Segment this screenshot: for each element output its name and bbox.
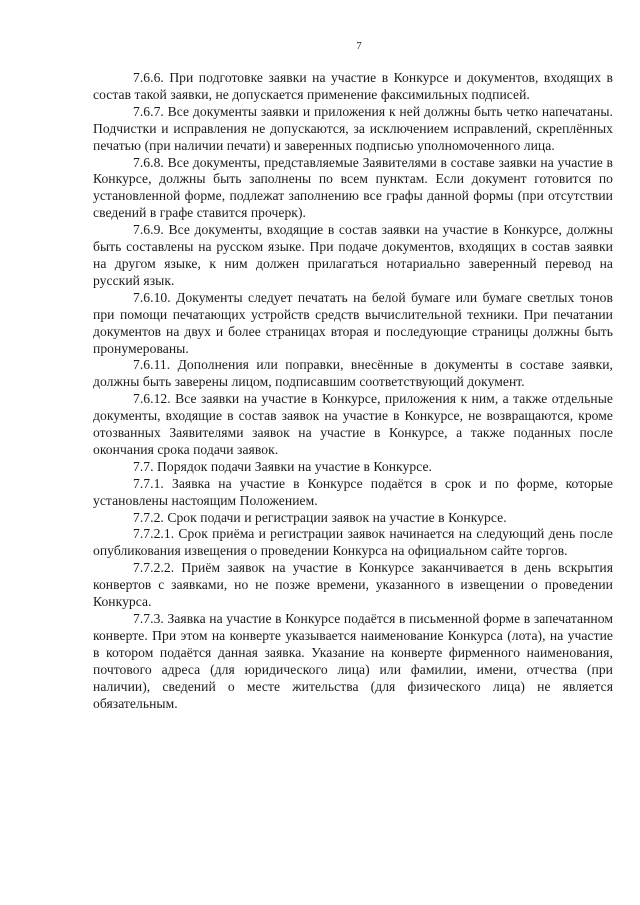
- paragraph-7-7-3: 7.7.3. Заявка на участие в Конкурсе подаётся в письменной форме в запечатанном конверте. При этом на конверте указывается наименование Конкурса (лота), на участие в котором подаётся данная заявка. Указание на конверте фирменного наименования, почтового адреса (для юридического лица) или фамилии, имени, отчества (при наличии), сведений о месте жительства (для физического лица) не является обязательным.: [93, 611, 613, 711]
- paragraph-7-7-2-1: 7.7.2.1. Срок приёма и регистрации заявок начинается на следующий день после опубликования извещения о проведении Конкурса на официальном сайте торгов.: [93, 526, 613, 559]
- paragraph-7-6-10: 7.6.10. Документы следует печатать на белой бумаге или бумаге светлых тонов при помощи печатающих устройств средств вычислительной техники. При печатании документов на двух и более страницах вторая и последующие страницы должны быть пронумерованы.: [93, 289, 613, 356]
- paragraph-7-6-8: 7.6.8. Все документы, представляемые Заявителями в составе заявки на участие в Конкурсе, должны быть заполнены по всем пунктам. Если документ готовится по установленной форме, подлежат заполнению все графы данной формы (при отсутствии сведений в графе ставится прочерк).: [93, 154, 613, 221]
- paragraph-7-7-1: 7.7.1. Заявка на участие в Конкурсе подаётся в срок и по форме, которые установлены настоящим Положением.: [93, 475, 613, 508]
- paragraph-7-6-6: 7.6.6. При подготовке заявки на участие в Конкурсе и документов, входящих в состав такой заявки, не допускается применение факсимильных подписей.: [93, 70, 613, 102]
- paragraph-7-7-2-2: 7.7.2.2. Приём заявок на участие в Конкурсе заканчивается в день вскрытия конвертов с заявками, но не позже времени, указанного в извещении о проведении Конкурса.: [93, 560, 613, 610]
- page-number: 7: [356, 40, 362, 52]
- section-heading-7-7: 7.7. Порядок подачи Заявки на участие в Конкурсе.: [133, 458, 432, 474]
- paragraph-7-6-12: 7.6.12. Все заявки на участие в Конкурсе, приложения к ним, а также отдельные документы, входящие в состав заявок на участие в Конкурсе, не возвращаются, кроме отозванных Заявителями заявок на участие в Конкурсе, а также поданных после окончания срока подачи заявок.: [93, 391, 613, 457]
- paragraph-7-6-9: 7.6.9. Все документы, входящие в состав заявки на участие в Конкурсе, должны быть составлены на русском языке. При подаче документов, входящих в состав заявки на другом языке, к ним должен прилагаться нотариально заверенный перевод на русский язык.: [93, 222, 613, 288]
- paragraph-7-7-2: 7.7.2. Срок подачи и регистрации заявок на участие в Конкурсе.: [133, 509, 507, 525]
- paragraph-7-6-11: 7.6.11. Дополнения или поправки, внесённые в документы в составе заявки, должны быть заверены лицом, подписавшим соответствующий документ.: [93, 357, 613, 390]
- paragraph-7-6-7: 7.6.7. Все документы заявки и приложения к ней должны быть четко напечатаны. Подчистки и исправления не допускаются, за исключением исправлений, скреплённых печатью (при наличии печати) и заверенных подписью уполномоченного лица.: [93, 103, 613, 153]
